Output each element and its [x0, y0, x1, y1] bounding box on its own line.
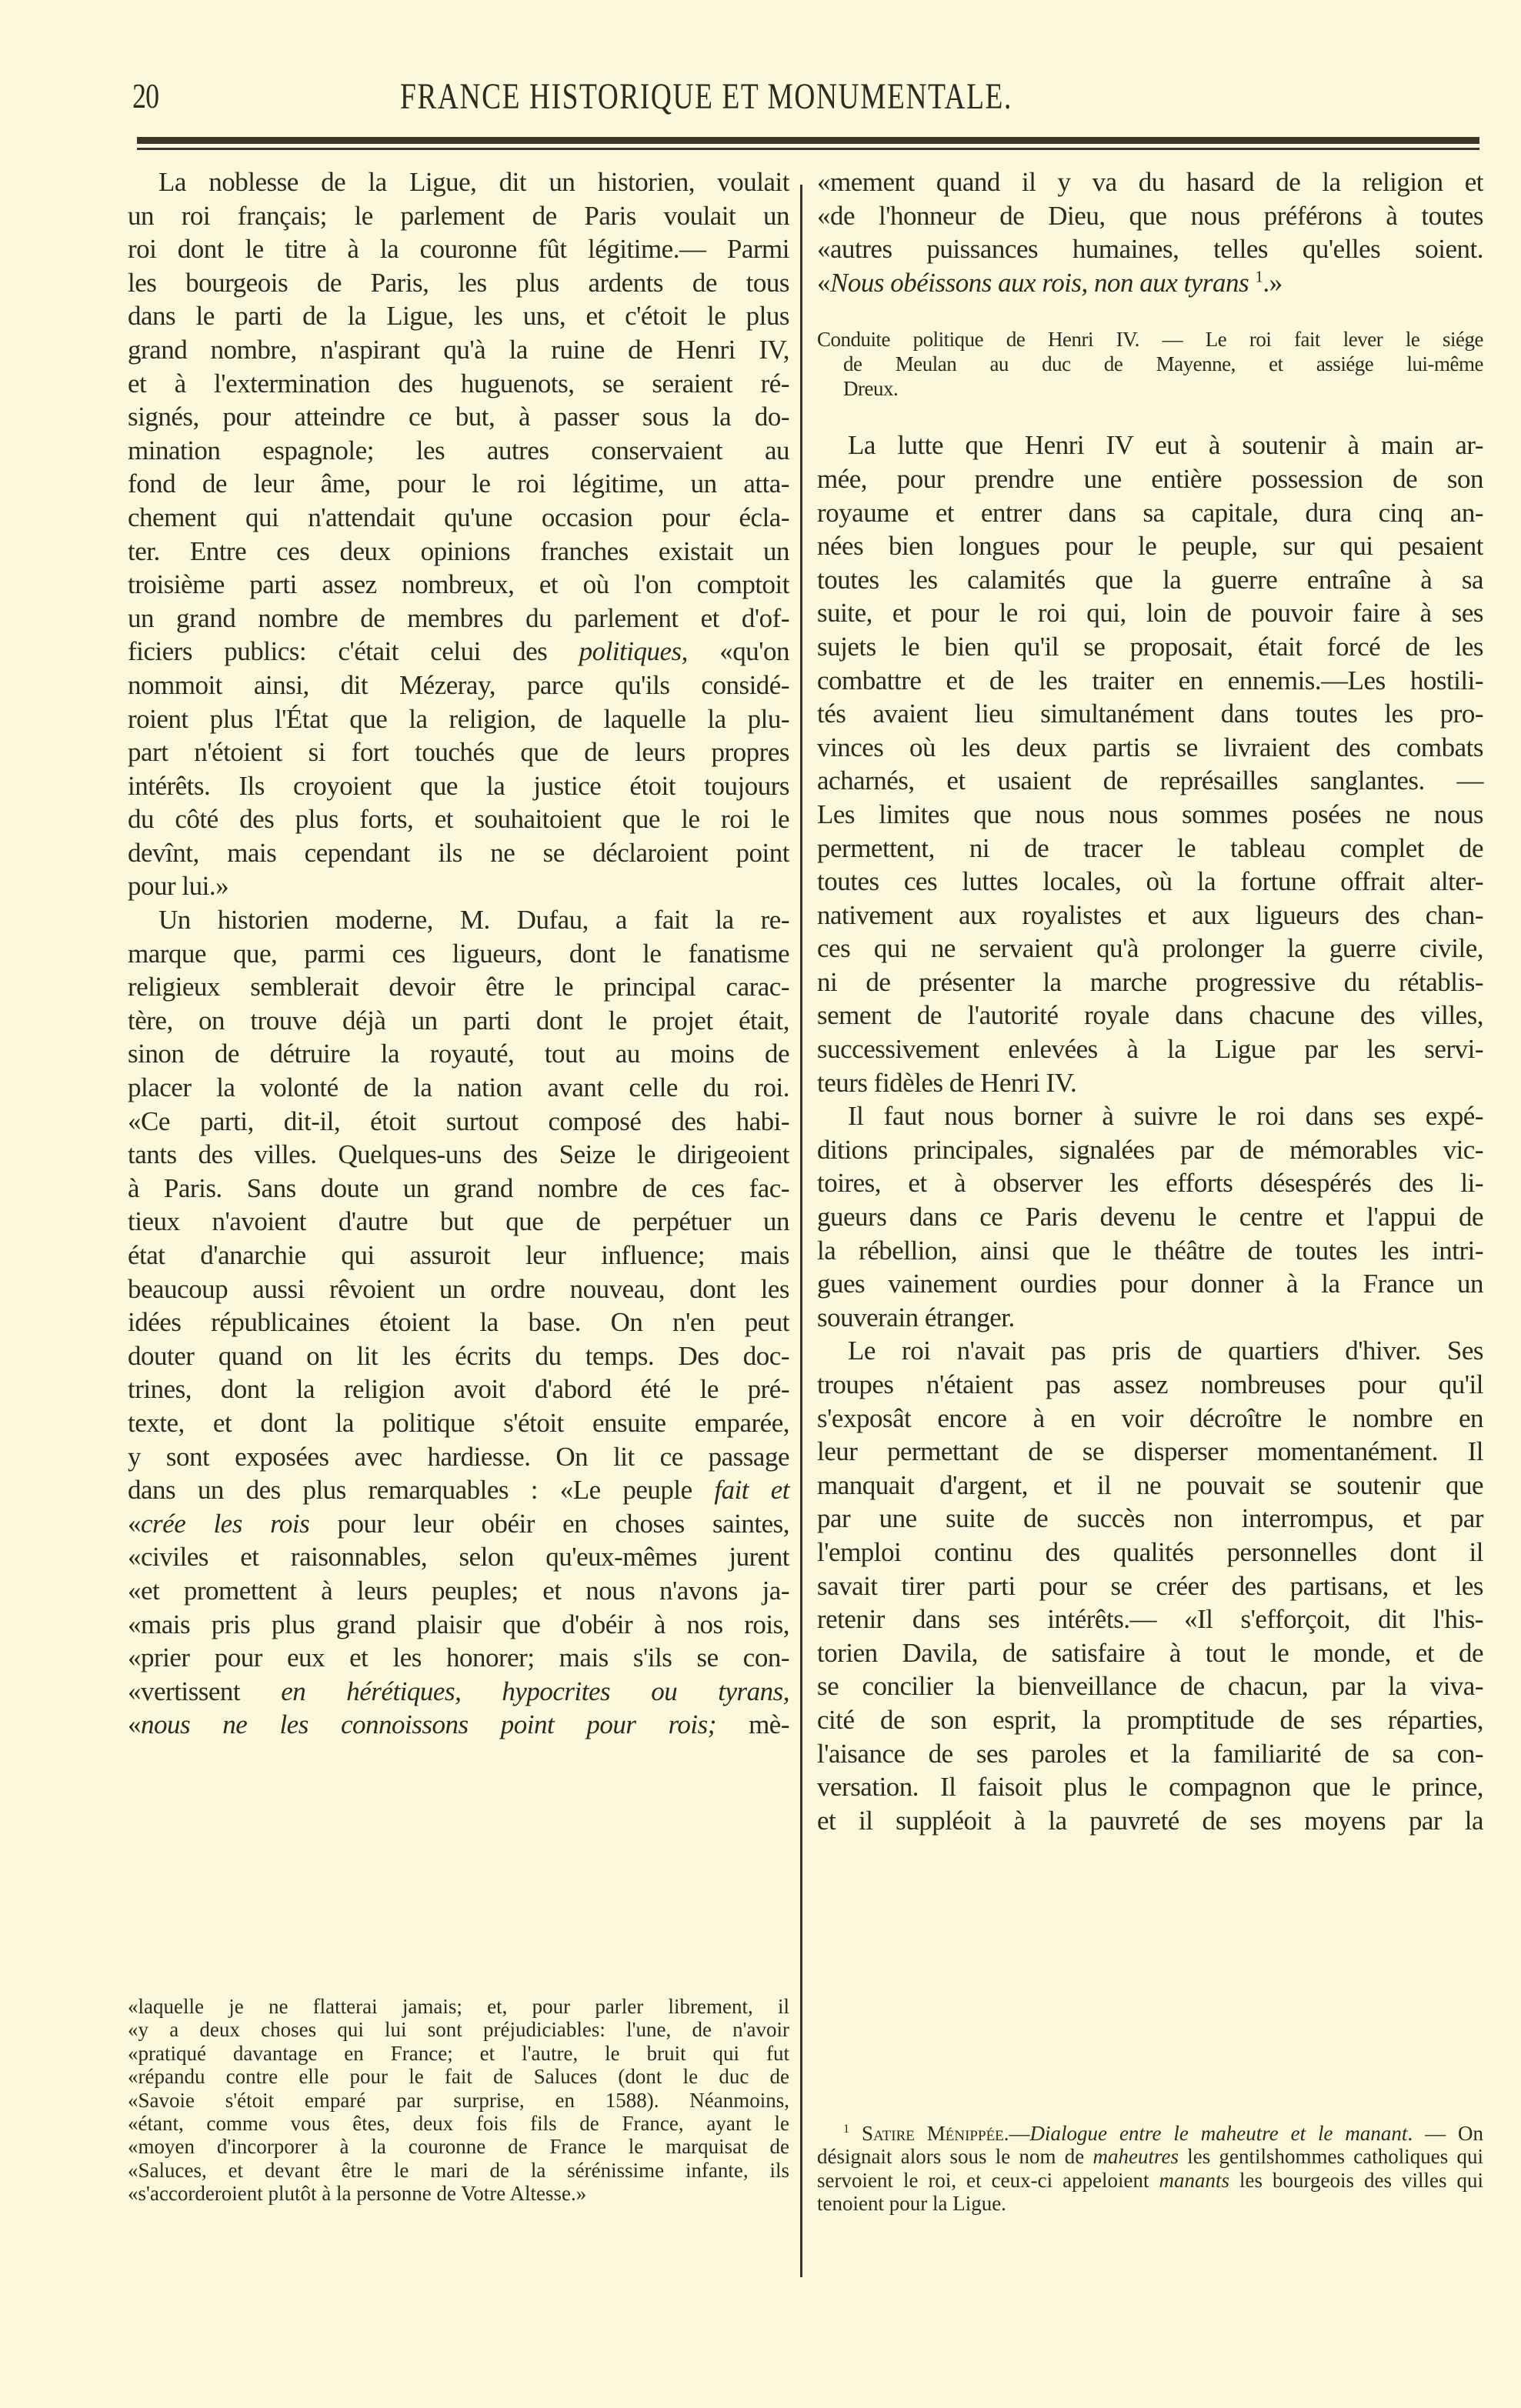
text-line: permettent, ni de tracer le tableau complet de	[817, 832, 1483, 863]
text-line: sinon de détruire la royauté, tout au moins de	[128, 1039, 789, 1069]
text-line: y sont exposées avec hardiesse. On lit ce passage	[128, 1441, 789, 1472]
text-line: et il suppléoit à la pauvreté de ses moyens par la	[817, 1805, 1483, 1836]
footnote-term: manants	[1159, 2168, 1230, 2192]
text-line: mée, pour prendre une entière possession de son	[817, 463, 1483, 494]
text-line: royaume et entrer dans sa capitale, dura cinq an-	[817, 497, 1483, 528]
text-line: leur permettant de se disperser momentanément. Il	[817, 1436, 1483, 1467]
page-number: 20	[132, 76, 159, 115]
text-line: texte, et dont la politique s'étoit ensuite emparée,	[128, 1407, 789, 1438]
text-line	[817, 266, 1483, 300]
text-line	[128, 1708, 789, 1742]
footnote-marker: 1	[843, 2122, 850, 2136]
right-footnote	[817, 2122, 1483, 2216]
text-line: «civiles et raisonnables, selon qu'eux-mêmes jurent	[128, 1542, 789, 1573]
footnote-line: «pratiqué davantage en France; et l'autre, le bruit qui fut	[128, 2041, 789, 2065]
footnote-line: «s'accorderoient plutôt à la personne de Votre Altesse.»	[128, 2182, 587, 2206]
footnote-title: Dialogue entre le maheutre et le manant	[1029, 2122, 1408, 2145]
text-line	[128, 1473, 789, 1507]
text-line: nommoit ainsi, dit Mézeray, parce qu'ils considé-	[128, 669, 789, 700]
text-line: ces qui ne servaient qu'à prolonger la guerre civile,	[817, 933, 1483, 964]
text-line: mination espagnole; les autres conservaient au	[128, 435, 789, 465]
text-line: cité de son esprit, la promptitude de ses réparties,	[817, 1704, 1483, 1735]
text-line: Les limites que nous nous sommes posées ne nous	[817, 799, 1483, 829]
text-line: s'exposât encore à en voir décroître le nombre en	[817, 1402, 1483, 1433]
text-line: ditions principales, signalées par de mémorables vic-	[817, 1134, 1483, 1165]
text-fragment: mè-	[715, 1709, 789, 1740]
text-line: acharnés, et usaient de représailles sanglantes. —	[817, 765, 1483, 796]
footnote-line: «étant, comme vous êtes, deux fois fils de France, ayant le	[128, 2112, 789, 2136]
text-line: douter quand on lit les écrits du temps. Des doc-	[128, 1340, 789, 1371]
text-line: marque que, parmi ces ligueurs, dont le fanatisme	[128, 938, 789, 969]
text-line: torien Davila, de satisfaire à tout le monde, et de	[817, 1637, 1483, 1668]
text-line: manquait d'argent, et il ne pouvait se soutenir que	[817, 1469, 1483, 1500]
text-line: Le roi n'avait pas pris de quartiers d'hiver. Ses	[848, 1336, 1483, 1366]
italic-quote: Nous obéissons aux rois, non aux tyrans	[830, 267, 1249, 298]
text-line	[128, 1675, 789, 1709]
text-fragment: pour leur obéir en choses saintes,	[309, 1508, 789, 1539]
italic-term: fait et	[714, 1475, 789, 1506]
right-column	[817, 165, 1483, 1837]
text-fragment: «vertissent	[128, 1676, 241, 1706]
text-line: part n'étoient si fort touchés que de leurs propres	[128, 737, 789, 768]
italic-term: crée les rois	[141, 1508, 310, 1539]
text-line: un grand nombre de membres du parlement et d'of-	[128, 602, 789, 633]
text-fragment: «	[128, 1709, 141, 1740]
text-line: devînt, mais cependant ils ne se déclaroient point	[128, 837, 789, 868]
text-line: grand nombre, n'aspirant qu'à la ruine de Henri IV,	[128, 334, 789, 365]
left-footnote	[128, 1995, 789, 2206]
text-line: souverain étranger.	[817, 1302, 1015, 1332]
text-line: troisième parti assez nombreux, et où l'on comptoit	[128, 569, 789, 600]
text-line: placer la volonté de la nation avant celle du roi.	[128, 1072, 789, 1103]
text-line: religieux semblerait devoir être le principal carac-	[128, 972, 789, 1002]
text-line: combattre et de les traiter en ennemis.—Les hostili-	[817, 665, 1483, 695]
text-line: «et promettent à leurs peuples; et nous n'avons ja-	[128, 1575, 789, 1606]
footnote-line: «répandu contre elle pour le fait de Saluces (dont le duc de	[128, 2065, 789, 2089]
text-line: successivement enlevées à la Ligue par les servi-	[817, 1034, 1483, 1065]
text-line: troupes n'étaient pas assez nombreuses pour qu'il	[817, 1369, 1483, 1399]
text-line: nées bien longues pour le peuple, sur qui pesaient	[817, 531, 1483, 562]
text-line: Il faut nous borner à suivre le roi dans ses expé-	[848, 1101, 1483, 1132]
sidenote-line: Dreux.	[843, 377, 899, 401]
footnote-term: maheutres	[1092, 2145, 1179, 2169]
left-column	[128, 165, 789, 1742]
text-line: la rébellion, ainsi que le théâtre de toutes les intri-	[817, 1235, 1483, 1266]
text-line: les bourgeois de Paris, les plus ardents de tous	[128, 267, 789, 298]
text-line: fond de leur âme, pour le roi légitime, un atta-	[128, 469, 789, 499]
text-line: suite, et pour le roi qui, loin de pouvoir faire à ses	[817, 598, 1483, 629]
italic-term: politiques,	[579, 636, 688, 667]
text-line: «de l'honneur de Dieu, que nous préférons à toutes	[817, 200, 1483, 231]
italic-term: en hérétiques, hypocrites ou tyrans,	[281, 1676, 789, 1706]
footnote-line: «moyen d'incorporer à la couronne de France le marquisat de	[128, 2135, 789, 2159]
text-line: retenir dans ses intérêts.— «Il s'efforçoit, dit l'his-	[817, 1604, 1483, 1635]
text-fragment: «	[817, 267, 830, 298]
header-rule-thin	[137, 148, 1479, 150]
footnote-sep: . —	[1407, 2122, 1459, 2145]
text-line: tieux n'avoient d'autre but que de perpétuer un	[128, 1206, 789, 1237]
text-line: chement qui n'attendait qu'une occasion pour écla-	[128, 502, 789, 532]
footnote-text: les bourgeois des villes qui tenoient pour la Ligue.	[817, 2168, 1483, 2216]
footnote-line: «y a deux choses qui lui sont préjudiciables: l'une, de n'avoir	[128, 2018, 789, 2042]
text-fragment: .»	[1262, 267, 1283, 298]
footnote-text: les gentilshommes catholiques qui servoient le roi, et ceux-ci appeloient	[817, 2145, 1483, 2192]
text-line: gueurs dans ce Paris devenu le centre et l'appui de	[817, 1202, 1483, 1232]
text-line: roient plus l'État que la religion, de laquelle la plu-	[128, 703, 789, 734]
text-line: état d'anarchie qui assuroit leur influence; mais	[128, 1240, 789, 1270]
text-line: toires, et à observer les efforts désespérés des li-	[817, 1168, 1483, 1199]
text-line: «mais pris plus grand plaisir que d'obéir à nos rois,	[128, 1609, 789, 1639]
text-line: trines, dont la religion avoit d'abord été le pré-	[128, 1374, 789, 1405]
text-line: «autres puissances humaines, telles qu'elles soient.	[817, 234, 1483, 265]
text-line: pour lui.»	[128, 871, 229, 902]
italic-term: nous ne les connoissons point pour rois;	[141, 1709, 716, 1740]
text-line: «prier pour eux et les honorer; mais s'ils se con-	[128, 1643, 789, 1673]
text-line	[128, 1507, 789, 1541]
footnote-ref[interactable]: 1	[1255, 267, 1263, 286]
text-line: versation. Il faisoit plus le compagnon que le prince,	[817, 1772, 1483, 1803]
footnote-line: «Savoie s'étoit emparé par surprise, en 1588). Néanmoins,	[128, 2088, 789, 2112]
footnote-text: On désignait alors sous le nom de	[817, 2122, 1484, 2169]
text-line: et à l'extermination des huguenots, se seraient ré-	[128, 368, 789, 399]
text-line: beaucoup aussi rêvoient un ordre nouveau, dont les	[128, 1273, 789, 1304]
text-line: toutes les calamités que la guerre entraîne à sa	[817, 564, 1483, 595]
text-fragment: dans un des plus remarquables : «Le peuple	[128, 1475, 692, 1506]
text-line: La lutte que Henri IV eut à soutenir à main ar-	[848, 430, 1483, 461]
text-line: dans le parti de la Ligue, les uns, et c'étoit le plus	[128, 301, 789, 332]
text-line: ter. Entre ces deux opinions franches existait un	[128, 535, 789, 566]
footnote-source: Satire Ménippée.	[862, 2122, 1009, 2145]
text-fragment: «qu'on	[687, 636, 790, 667]
text-line	[128, 635, 789, 669]
text-line: vinces où les deux partis se livraient des combats	[817, 732, 1483, 762]
header-rule-thick	[137, 137, 1479, 144]
text-line: toutes ces luttes locales, où la fortune offrait alter-	[817, 866, 1483, 897]
footnote-dash: —	[1009, 2122, 1030, 2145]
running-title: FRANCE HISTORIQUE ET MONUMENTALE.	[400, 76, 1012, 117]
text-line: l'aisance de ses paroles et la familiarité de sa con-	[817, 1738, 1483, 1769]
text-line: tants des villes. Quelques-uns des Seize le dirigeoient	[128, 1139, 789, 1170]
text-fragment: «	[128, 1508, 141, 1539]
text-line: sement de l'autorité royale dans chacune des villes,	[817, 1000, 1483, 1031]
text-line: à Paris. Sans doute un grand nombre de ces fac-	[128, 1172, 789, 1203]
text-line: «Ce parti, dit-il, étoit surtout composé des habi-	[128, 1106, 789, 1136]
text-line: Un historien moderne, M. Dufau, a fait la re-	[158, 905, 789, 936]
sidenote-line: Conduite politique de Henri IV. — Le roi fait lever le siége	[817, 328, 1483, 352]
text-line: tés avaient lieu simultanément dans toutes les pro-	[817, 699, 1483, 729]
text-line: un roi français; le parlement de Paris voulait un	[128, 200, 789, 231]
text-line: ni de présenter la marche progressive du rétablis-	[817, 966, 1483, 997]
text-line: La noblesse de la Ligue, dit un historien, voulait	[158, 167, 789, 197]
text-fragment: ficiers publics: c'était celui des	[128, 636, 548, 667]
column-divider	[800, 185, 802, 2277]
footnote-line: «Saluces, et devant être le mari de la sérénissime infante, ils	[128, 2158, 789, 2182]
text-line: idées républicaines étoient la base. On n'en peut	[128, 1307, 789, 1338]
text-line: teurs fidèles de Henri IV.	[817, 1067, 1077, 1098]
text-line: gues vainement ourdies pour donner à la France un	[817, 1269, 1483, 1299]
text-line: du côté des plus forts, et souhaitoient que le roi le	[128, 804, 789, 835]
sidenote-summary	[817, 327, 1483, 401]
text-line: roi dont le titre à la couronne fût légitime.— Parmi	[128, 234, 789, 265]
footnote-line: «laquelle je ne flatterai jamais; et, pour parler librement, il	[128, 1995, 789, 2018]
text-line: tère, on trouve déjà un parti dont le projet était,	[128, 1005, 789, 1036]
text-line: nativement aux royalistes et aux ligueurs des chan-	[817, 899, 1483, 930]
text-line: sujets le bien qu'il se proposait, était forcé de les	[817, 631, 1483, 662]
sidenote-line: de Meulan au duc de Mayenne, et assiége lui-même	[843, 352, 1483, 376]
text-line: savait tirer parti pour se créer des partisans, et les	[817, 1570, 1483, 1601]
text-line: «mement quand il y va du hasard de la religion et	[817, 167, 1483, 197]
text-line: intérêts. Ils croyoient que la justice étoit toujours	[128, 770, 789, 801]
text-line: se concilier la bienveillance de chacun, par la viva-	[817, 1671, 1483, 1702]
text-line: signés, pour atteindre ce but, à passer sous la do-	[128, 402, 789, 432]
text-line: par une suite de succès non interrompus, et par	[817, 1503, 1483, 1534]
text-line: l'emploi continu des qualités personnelles dont il	[817, 1536, 1483, 1567]
